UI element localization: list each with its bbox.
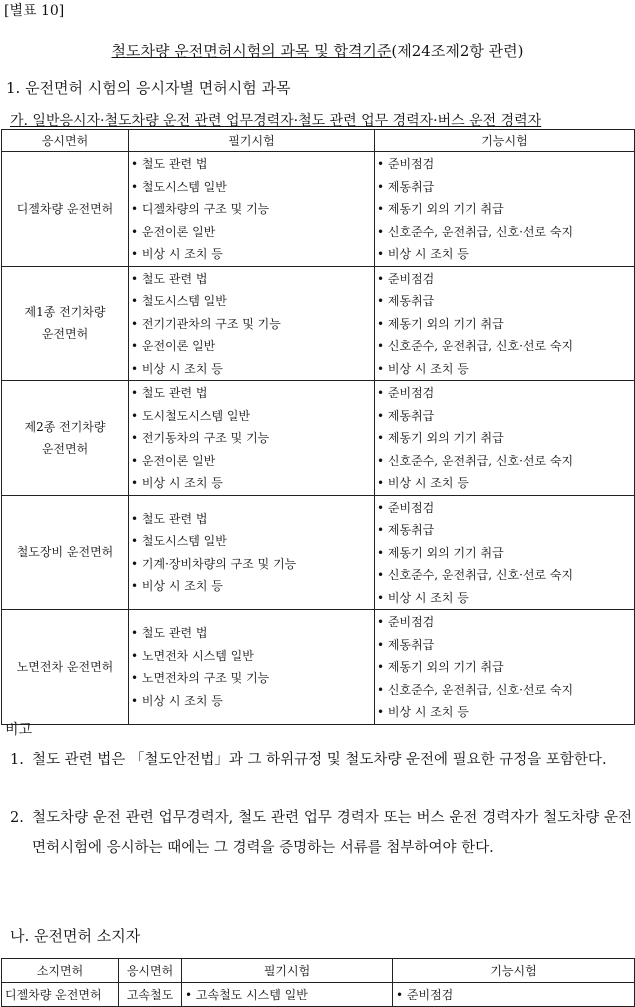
note-1-number: 1. xyxy=(10,752,24,768)
written-subject: • 비상 시 조치 등 xyxy=(129,690,374,713)
subsection-heading-b: 나. 운전면허 소지자 xyxy=(10,927,141,945)
written-subject: • 운전이론 일반 xyxy=(129,450,374,473)
written-subject: • 철도 관련 법 xyxy=(129,508,374,531)
cell-written-list xyxy=(129,381,375,496)
written-subject: • 전기동차의 구조 및 기능 xyxy=(129,427,374,450)
cell-license-name: 제1종 전기차량 운전면허 xyxy=(2,266,129,381)
cell-skill-list xyxy=(375,381,635,496)
skill-subject: • 준비점검 xyxy=(375,497,634,520)
skill-subject: • 준비점검 xyxy=(375,382,634,405)
header-held-license: 소지면허 xyxy=(2,959,119,983)
table-row xyxy=(2,610,635,725)
cell-held-license: 디젤차량 운전면허 xyxy=(2,983,119,1007)
license-holder-table xyxy=(1,958,635,1007)
cell-license-name: 제2종 전기차량 운전면허 xyxy=(2,381,129,496)
cell-skill-list xyxy=(375,152,635,267)
cell-written-list xyxy=(129,152,375,267)
written-subject: • 철도시스템 일반 xyxy=(129,290,374,313)
written-subject: • 철도시스템 일반 xyxy=(129,176,374,199)
written-subject: • 운전이론 일반 xyxy=(129,335,374,358)
written-subject: • 비상 시 조치 등 xyxy=(129,358,374,381)
page-title-text: 철도차량 운전면허시험의 과목 및 합격기준 xyxy=(111,42,392,60)
skill-subject: • 준비점검 xyxy=(375,268,634,291)
skill-subject: • 제동기 외의 기기 취급 xyxy=(375,198,634,221)
skill-subject: • 제동기 외의 기기 취급 xyxy=(375,542,634,565)
written-subject: • 기계·장비차량의 구조 및 기능 xyxy=(129,553,374,576)
skill-subject: • 신호준수, 운전취급, 신호·선로 숙지 xyxy=(375,679,634,702)
cell-license-name: 노면전차 운전면허 xyxy=(2,610,129,725)
skill-subject: • 제동취급 xyxy=(375,519,634,542)
written-subject: • 철도 관련 법 xyxy=(129,268,374,291)
skill-subject: • 제동취급 xyxy=(375,176,634,199)
skill-subject: • 준비점검 xyxy=(375,153,634,176)
skill-subject: • 제동기 외의 기기 취급 xyxy=(375,656,634,679)
page-title xyxy=(0,40,635,61)
header-skill-exam: 기능시험 xyxy=(375,130,635,152)
skill-subject: • 제동취급 xyxy=(375,290,634,313)
header-written-exam: 필기시험 xyxy=(129,130,375,152)
written-subject: • 전기기관차의 구조 및 기능 xyxy=(129,313,374,336)
written-subject: • 노면전차 시스템 일반 xyxy=(129,645,374,668)
note-2-number: 2. xyxy=(10,810,24,826)
written-subject: • 비상 시 조치 등 xyxy=(129,575,374,598)
skill-subject: • 제동기 외의 기기 취급 xyxy=(375,313,634,336)
table-row xyxy=(2,381,635,496)
cell-written-list xyxy=(129,610,375,725)
written-subject: • 비상 시 조치 등 xyxy=(129,472,374,495)
note-2-text: 철도차량 운전 관련 업무경력자, 철도 관련 업무 경력자 또는 버스 운전 경력자가 철도차량 운전면허시험에 응시하는 때에는 그 경력을 증명하는 서류를 첨부하여야 한다. xyxy=(32,810,632,856)
subsection-heading-a-text: 가. 일반응시자·철도차량 운전 관련 업무경력자·철도 관련 업무 경력자·버스 운전 경력자 xyxy=(10,113,542,129)
cell-applied-license: 고속철도 xyxy=(119,983,182,1007)
note-1 xyxy=(10,745,632,775)
written-subject: • 노면전차의 구조 및 기능 xyxy=(129,667,374,690)
table-header-row xyxy=(2,130,635,152)
skill-subject: • 신호준수, 운전취급, 신호·선로 숙지 xyxy=(375,221,634,244)
header-applied-license: 응시면허 xyxy=(119,959,182,983)
skill-subject: • 비상 시 조치 등 xyxy=(375,472,634,495)
cell-skill-exam: • 준비점검 xyxy=(393,983,635,1007)
cell-written-exam: • 고속철도 시스템 일반 xyxy=(182,983,393,1007)
written-subject: • 도시철도시스템 일반 xyxy=(129,405,374,428)
skill-subject: • 제동취급 xyxy=(375,634,634,657)
skill-subject: • 비상 시 조치 등 xyxy=(375,243,634,266)
skill-subject: • 제동취급 xyxy=(375,405,634,428)
note-1-text: 철도 관련 법은 「철도안전법」과 그 하위규정 및 철도차량 운전에 필요한 규정을 포함한다. xyxy=(32,752,607,768)
skill-subject: • 준비점검 xyxy=(375,611,634,634)
header-license: 응시면허 xyxy=(2,130,129,152)
subsection-heading-a xyxy=(10,110,541,130)
written-subject: • 디젤차량의 구조 및 기능 xyxy=(129,198,374,221)
written-subject: • 철도 관련 법 xyxy=(129,153,374,176)
cell-written-list xyxy=(129,495,375,610)
table-row xyxy=(2,152,635,267)
written-subject: • 운전이론 일반 xyxy=(129,221,374,244)
written-subject: • 철도시스템 일반 xyxy=(129,530,374,553)
header-written-exam: 필기시험 xyxy=(182,959,393,983)
written-subject: • 철도 관련 법 xyxy=(129,622,374,645)
written-subject: • 철도 관련 법 xyxy=(129,382,374,405)
cell-written-list xyxy=(129,266,375,381)
skill-subject: • 신호준수, 운전취급, 신호·선로 숙지 xyxy=(375,335,634,358)
page-title-reference: (제24조제2항 관련) xyxy=(391,42,524,60)
exam-subjects-table xyxy=(1,129,635,725)
cell-skill-list xyxy=(375,610,635,725)
skill-subject: • 신호준수, 운전취급, 신호·선로 숙지 xyxy=(375,564,634,587)
skill-subject: • 비상 시 조치 등 xyxy=(375,358,634,381)
section-heading-1: 1. 운전면허 시험의 응시자별 면허시험 과목 xyxy=(6,79,291,97)
annex-label: [별표 10] xyxy=(4,3,65,19)
cell-skill-list xyxy=(375,266,635,381)
written-subject: • 비상 시 조치 등 xyxy=(129,243,374,266)
cell-license-name: 철도장비 운전면허 xyxy=(2,495,129,610)
skill-subject: • 신호준수, 운전취급, 신호·선로 숙지 xyxy=(375,450,634,473)
table-header-row xyxy=(2,959,635,983)
cell-license-name: 디젤차량 운전면허 xyxy=(2,152,129,267)
table-row xyxy=(2,983,635,1007)
skill-subject: • 비상 시 조치 등 xyxy=(375,587,634,610)
table-row xyxy=(2,495,635,610)
table-row xyxy=(2,266,635,381)
note-2 xyxy=(10,803,632,863)
header-skill-exam: 기능시험 xyxy=(393,959,635,983)
notes-heading: 비고 xyxy=(5,722,33,738)
cell-skill-list xyxy=(375,495,635,610)
skill-subject: • 제동기 외의 기기 취급 xyxy=(375,427,634,450)
skill-subject: • 비상 시 조치 등 xyxy=(375,701,634,724)
